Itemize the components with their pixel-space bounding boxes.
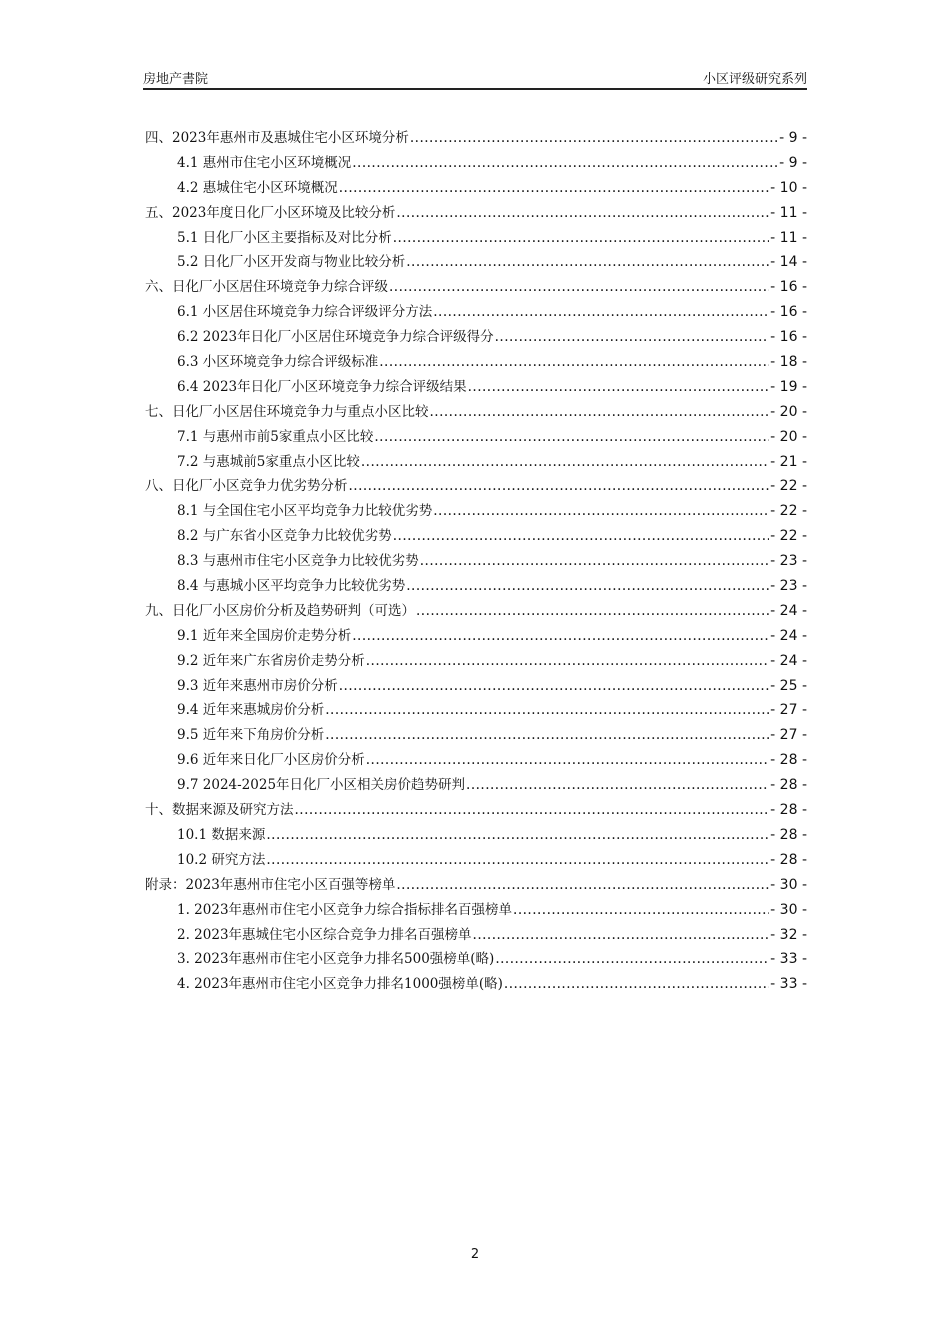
dot-leader xyxy=(504,972,769,997)
toc-entry-title: 10.1 数据来源 xyxy=(177,826,266,843)
toc-entry-page: - 20 - xyxy=(770,428,807,445)
toc-entry-page: - 28 - xyxy=(770,777,807,794)
dot-leader xyxy=(374,425,769,450)
toc-section-entry[interactable] xyxy=(145,698,807,723)
dot-leader xyxy=(266,848,769,873)
toc-section-entry[interactable] xyxy=(145,649,807,674)
toc-section-entry[interactable] xyxy=(145,898,807,923)
dot-leader xyxy=(420,549,769,574)
toc-chapter-entry[interactable] xyxy=(145,798,807,823)
toc-section-entry[interactable] xyxy=(145,375,807,400)
dot-leader xyxy=(352,624,769,649)
toc-entry-page: - 14 - xyxy=(770,254,807,271)
toc-entry-page: - 22 - xyxy=(770,478,807,495)
toc-entry-title: 8.4 与惠城小区平均竞争力比较优劣势 xyxy=(177,578,406,595)
dot-leader xyxy=(339,674,769,699)
toc-entry-page: - 10 - xyxy=(770,179,807,196)
toc-entry-page: - 30 - xyxy=(770,901,807,918)
toc-entry-title: 5.1 日化厂小区主要指标及对比分析 xyxy=(177,229,392,246)
toc-section-entry[interactable] xyxy=(145,325,807,350)
toc-entry-title: 9.4 近年来惠城房价分析 xyxy=(177,702,325,719)
toc-section-entry[interactable] xyxy=(145,300,807,325)
toc-entry-title: 6.3 小区环境竞争力综合评级标准 xyxy=(177,354,379,371)
toc-section-entry[interactable] xyxy=(145,748,807,773)
toc-entry-page: - 18 - xyxy=(770,354,807,371)
toc-chapter-entry[interactable] xyxy=(145,201,807,226)
toc-entry-page: - 27 - xyxy=(770,702,807,719)
dot-leader xyxy=(339,176,769,201)
toc-entry-title: 8.3 与惠州市住宅小区竞争力比较优劣势 xyxy=(177,553,419,570)
dot-leader xyxy=(433,499,769,524)
toc-entry-page: - 27 - xyxy=(770,727,807,744)
toc-section-entry[interactable] xyxy=(145,947,807,972)
dot-leader xyxy=(513,898,769,923)
toc-entry-page: - 33 - xyxy=(770,951,807,968)
dot-leader xyxy=(389,275,769,300)
dot-leader xyxy=(379,350,769,375)
toc-entry-page: - 22 - xyxy=(770,528,807,545)
dot-leader xyxy=(430,400,770,425)
toc-entry-title: 6.1 小区居住环境竞争力综合评级评分方法 xyxy=(177,304,433,321)
toc-entry-title: 2. 2023年惠城住宅小区综合竞争力排名百强榜单 xyxy=(177,926,472,943)
toc-entry-page: - 28 - xyxy=(770,802,807,819)
toc-entry-page: - 32 - xyxy=(770,926,807,943)
toc-entry-page: - 9 - xyxy=(779,154,807,171)
toc-entry-title: 附录：2023年惠州市住宅小区百强等榜单 xyxy=(145,876,396,893)
dot-leader xyxy=(325,698,769,723)
toc-section-entry[interactable] xyxy=(145,176,807,201)
toc-entry-page: - 11 - xyxy=(770,204,807,221)
toc-chapter-entry[interactable] xyxy=(145,599,807,624)
header-publisher: 房地产書院 xyxy=(143,72,209,87)
toc-chapter-entry[interactable] xyxy=(145,275,807,300)
toc-entry-title: 6.4 2023年日化厂小区环境竞争力综合评级结果 xyxy=(177,378,467,395)
toc-section-entry[interactable] xyxy=(145,425,807,450)
dot-leader xyxy=(366,748,769,773)
toc-section-entry[interactable] xyxy=(145,574,807,599)
toc-section-entry[interactable] xyxy=(145,450,807,475)
dot-leader xyxy=(393,524,769,549)
toc-section-entry[interactable] xyxy=(145,250,807,275)
toc-section-entry[interactable] xyxy=(145,624,807,649)
toc-entry-title: 9.6 近年来日化厂小区房价分析 xyxy=(177,752,365,769)
dot-leader xyxy=(416,599,769,624)
toc-section-entry[interactable] xyxy=(145,773,807,798)
dot-leader xyxy=(406,250,769,275)
dot-leader xyxy=(393,226,769,251)
toc-entry-page: - 9 - xyxy=(779,130,807,146)
dot-leader xyxy=(396,873,769,898)
header-series-title: 小区评级研究系列 xyxy=(702,72,807,87)
dot-leader xyxy=(433,300,769,325)
toc-entry-title: 4. 2023年惠州市住宅小区竞争力排名1000强榜单(略) xyxy=(177,976,503,993)
toc-entry-title: 9.3 近年来惠州市房价分析 xyxy=(177,677,338,694)
dot-leader xyxy=(410,126,778,151)
toc-entry-title: 5.2 日化厂小区开发商与物业比较分析 xyxy=(177,254,406,271)
toc-entry-title: 8.2 与广东省小区竞争力比较优劣势 xyxy=(177,528,392,545)
toc-section-entry[interactable] xyxy=(145,499,807,524)
toc-section-entry[interactable] xyxy=(145,972,807,997)
toc-entry-title: 7.1 与惠州市前5家重点小区比较 xyxy=(177,428,374,445)
toc-chapter-entry[interactable] xyxy=(145,126,807,151)
table-of-contents xyxy=(145,126,807,997)
toc-section-entry[interactable] xyxy=(145,823,807,848)
toc-entry-page: - 20 - xyxy=(770,403,807,420)
toc-entry-page: - 28 - xyxy=(770,752,807,769)
dot-leader xyxy=(349,474,770,499)
toc-entry-title: 9.7 2024-2025年日化厂小区相关房价趋势研判 xyxy=(177,777,466,794)
toc-entry-page: - 16 - xyxy=(770,279,807,296)
toc-entry-page: - 24 - xyxy=(770,627,807,644)
toc-entry-title: 3. 2023年惠州市住宅小区竞争力排名500强榜单(略) xyxy=(177,951,495,968)
toc-entry-page: - 24 - xyxy=(770,602,807,619)
toc-entry-title: 1. 2023年惠州市住宅小区竞争力综合指标排名百强榜单 xyxy=(177,901,513,918)
toc-entry-page: - 23 - xyxy=(770,553,807,570)
toc-section-entry[interactable] xyxy=(145,549,807,574)
dot-leader xyxy=(495,325,770,350)
dot-leader xyxy=(468,375,770,400)
toc-entry-page: - 25 - xyxy=(770,677,807,694)
dot-leader xyxy=(466,773,769,798)
toc-section-entry[interactable] xyxy=(145,226,807,251)
toc-entry-title: 7.2 与惠城前5家重点小区比较 xyxy=(177,453,360,470)
toc-entry-title: 4.1 惠州市住宅小区环境概况 xyxy=(177,154,352,171)
toc-chapter-entry[interactable] xyxy=(145,474,807,499)
toc-entry-page: - 28 - xyxy=(770,851,807,868)
dot-leader xyxy=(366,649,769,674)
dot-leader xyxy=(396,201,769,226)
toc-section-entry[interactable] xyxy=(145,848,807,873)
page-number: 2 xyxy=(470,1247,480,1262)
toc-entry-page: - 22 - xyxy=(770,503,807,520)
toc-entry-title: 九、日化厂小区房价分析及趋势研判（可选） xyxy=(145,602,415,619)
dot-leader xyxy=(473,923,770,948)
toc-entry-page: - 23 - xyxy=(770,578,807,595)
toc-entry-title: 9.5 近年来下角房价分析 xyxy=(177,727,325,744)
toc-entry-page: - 28 - xyxy=(770,826,807,843)
dot-leader xyxy=(295,798,770,823)
toc-entry-page: - 30 - xyxy=(770,876,807,893)
toc-section-entry[interactable] xyxy=(145,923,807,948)
page-header xyxy=(143,66,807,90)
toc-entry-title: 八、日化厂小区竞争力优劣势分析 xyxy=(145,478,348,495)
dot-leader xyxy=(352,151,778,176)
toc-entry-page: - 11 - xyxy=(770,229,807,246)
toc-entry-title: 6.2 2023年日化厂小区居住环境竞争力综合评级得分 xyxy=(177,329,494,346)
dot-leader xyxy=(266,823,769,848)
toc-section-entry[interactable] xyxy=(145,723,807,748)
toc-chapter-entry[interactable] xyxy=(145,873,807,898)
toc-entry-title: 8.1 与全国住宅小区平均竞争力比较优劣势 xyxy=(177,503,433,520)
toc-entry-page: - 19 - xyxy=(770,378,807,395)
dot-leader xyxy=(325,723,769,748)
toc-entry-title: 六、日化厂小区居住环境竞争力综合评级 xyxy=(145,279,388,296)
toc-section-entry[interactable] xyxy=(145,151,807,176)
toc-chapter-entry[interactable] xyxy=(145,400,807,425)
toc-section-entry[interactable] xyxy=(145,350,807,375)
toc-entry-title: 10.2 研究方法 xyxy=(177,851,266,868)
toc-entry-page: - 16 - xyxy=(770,304,807,321)
toc-entry-title: 五、2023年度日化厂小区环境及比较分析 xyxy=(145,204,396,221)
dot-leader xyxy=(361,450,769,475)
toc-entry-page: - 21 - xyxy=(770,453,807,470)
toc-entry-title: 9.1 近年来全国房价走势分析 xyxy=(177,627,352,644)
toc-entry-title: 9.2 近年来广东省房价走势分析 xyxy=(177,652,365,669)
toc-entry-title: 四、2023年惠州市及惠城住宅小区环境分析 xyxy=(145,130,409,146)
toc-entry-page: - 16 - xyxy=(770,329,807,346)
toc-entry-page: - 33 - xyxy=(770,976,807,993)
toc-section-entry[interactable] xyxy=(145,674,807,699)
toc-entry-title: 七、日化厂小区居住环境竞争力与重点小区比较 xyxy=(145,403,429,420)
dot-leader xyxy=(495,947,769,972)
toc-entry-title: 十、数据来源及研究方法 xyxy=(145,802,294,819)
dot-leader xyxy=(406,574,769,599)
toc-section-entry[interactable] xyxy=(145,524,807,549)
toc-entry-page: - 24 - xyxy=(770,652,807,669)
toc-entry-title: 4.2 惠城住宅小区环境概况 xyxy=(177,179,338,196)
